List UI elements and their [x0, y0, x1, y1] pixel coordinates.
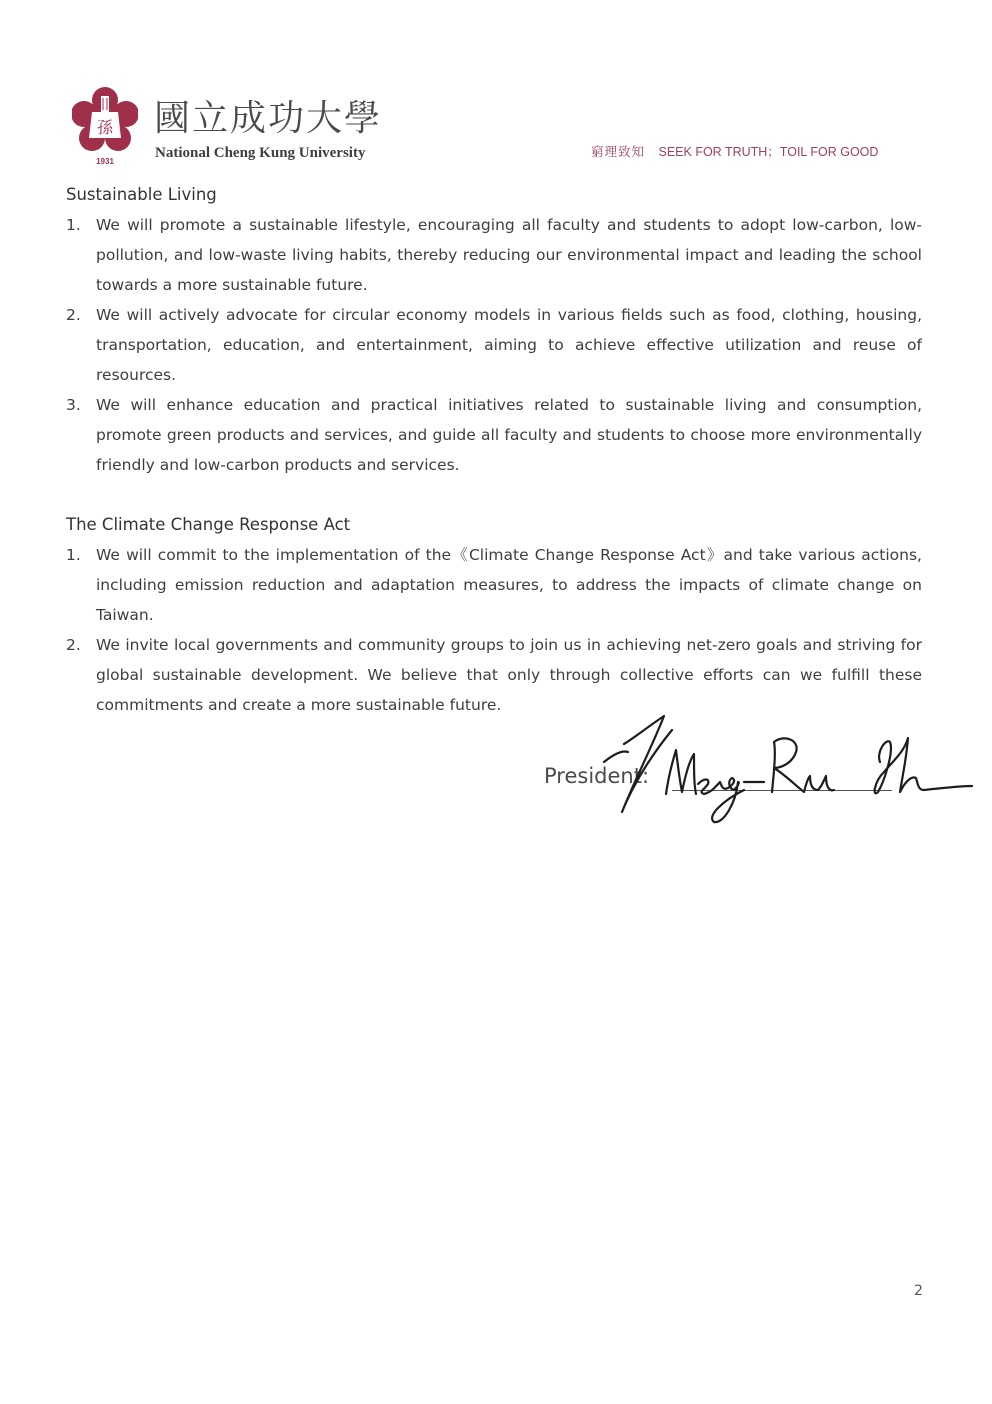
motto: [591, 142, 878, 160]
section-sustainable-living: [66, 180, 922, 480]
section-title: The Climate Change Response Act: [66, 515, 351, 534]
page-number: 2: [914, 1283, 923, 1299]
item-text: We will promote a sustainable lifestyle, encouraging all faculty and students to adopt low-carbon, low-pollution, and low-waste living habits, thereby reducing our environmental impact and leading the school towards a more sustainable future.: [96, 216, 922, 294]
item-text: We will commit to the implementation of the《Climate Change Response Act》and take various actions, including emission reduction and adaptation measures, to address the impacts of climate change on Taiwan.: [96, 546, 922, 624]
section-spacer: [66, 480, 922, 510]
university-name-english: National Cheng Kung University: [155, 145, 366, 161]
item-text: We will actively advocate for circular economy models in various fields such as food, clothing, housing, transportation, education, and entertainment, aiming to achieve effective utilization and reuse of resources.: [96, 306, 922, 384]
list-item: [66, 390, 922, 480]
university-emblem-icon: [72, 86, 138, 166]
list-item: [66, 630, 922, 720]
item-text: We invite local governments and community groups to join us in achieving net-zero goals and striving for global sustainable development. We believe that only through collective efforts can we fulfill these commitments and create a more sustainable future.: [96, 636, 922, 714]
president-label: President:: [544, 764, 650, 788]
commitment-list: [66, 540, 922, 720]
item-number: 2.: [66, 306, 81, 324]
item-number: 2.: [66, 636, 81, 654]
emblem-year: 1931: [96, 157, 114, 166]
item-text: We will enhance education and practical initiatives related to sustainable living and consumption, promote green products and services, and guide all faculty and students to choose more environmentally friendly and low-carbon products and services.: [96, 396, 922, 474]
list-item: [66, 540, 922, 630]
list-item: [66, 300, 922, 390]
motto-english: SEEK FOR TRUTH；TOIL FOR GOOD: [658, 145, 879, 159]
section-climate-change-response-act: [66, 510, 922, 720]
document-body: [66, 180, 922, 720]
item-number: 1.: [66, 216, 81, 234]
signature-block: [544, 712, 974, 832]
university-name-chinese: 國立成功大學: [154, 98, 383, 139]
motto-chinese: 窮理致知: [591, 145, 646, 159]
item-number: 3.: [66, 396, 81, 414]
section-title: Sustainable Living: [66, 185, 217, 204]
handwritten-signature-icon: [594, 712, 974, 832]
letterhead: [72, 86, 879, 170]
item-number: 1.: [66, 546, 81, 564]
emblem-glyph: 孫: [96, 118, 114, 137]
commitment-list: [66, 210, 922, 480]
list-item: [66, 210, 922, 300]
